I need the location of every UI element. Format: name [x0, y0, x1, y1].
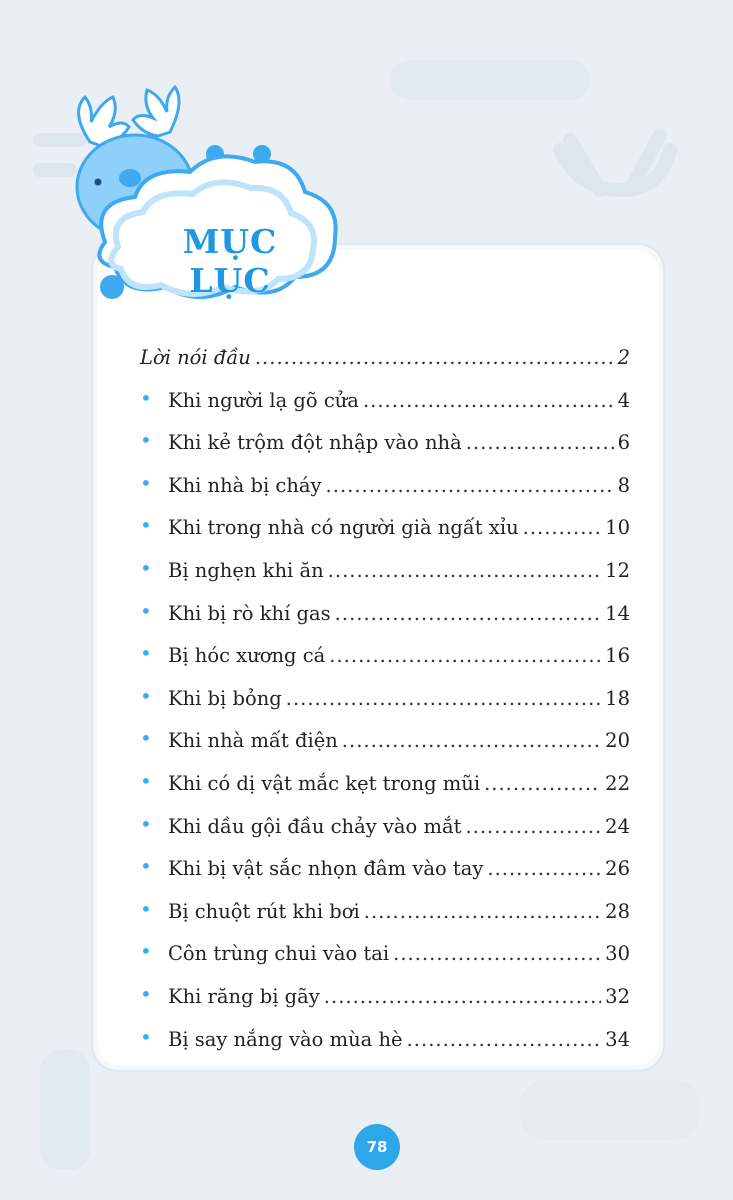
toc-entry-page: 26 — [605, 857, 630, 881]
toc-entry-label: Bị chuột rút khi bơi — [168, 899, 360, 923]
toc-entry-label: Khi nhà mất điện — [168, 729, 338, 753]
toc-entry[interactable] — [140, 683, 630, 730]
toc-entry-label: Khi bị bỏng — [168, 686, 282, 710]
toc-entry[interactable] — [140, 513, 630, 559]
toc-entry-page: 28 — [605, 899, 630, 923]
leader-dots — [484, 772, 601, 795]
toc-entry-intro[interactable] — [140, 346, 630, 389]
toc-entry[interactable] — [140, 811, 630, 858]
toc-entry-page: 6 — [617, 431, 630, 455]
toc-entry[interactable] — [140, 385, 630, 432]
bullet-icon: • — [140, 896, 152, 921]
bullet-icon: • — [140, 1024, 152, 1049]
toc-entry-label: Khi bị rò khí gas — [168, 601, 331, 625]
toc-entry[interactable] — [140, 854, 630, 900]
bullet-icon: • — [140, 811, 152, 836]
toc-entry-label: Khi kẻ trộm đột nhập vào nhà — [168, 431, 462, 455]
toc-entry-page: 12 — [605, 558, 630, 582]
toc-entry[interactable] — [140, 641, 630, 687]
bullet-icon: • — [140, 981, 152, 1006]
toc-entry[interactable] — [140, 555, 630, 602]
toc-entry-page: 18 — [605, 686, 630, 710]
toc-entry-page: 30 — [605, 942, 630, 966]
toc-entry-page: 24 — [605, 814, 630, 838]
toc-entry-label: Khi có dị vật mắc kẹt trong mũi — [168, 771, 481, 795]
leader-dots — [363, 389, 614, 412]
leader-dots — [342, 729, 601, 752]
bullet-icon: • — [140, 555, 152, 580]
toc-entry-page: 4 — [617, 388, 630, 412]
toc-entry[interactable] — [140, 981, 630, 1028]
page-title: MỤC LỤC — [182, 222, 278, 300]
bullet-icon: • — [140, 683, 152, 708]
bullet-icon: • — [140, 470, 152, 495]
toc-entry[interactable] — [140, 428, 630, 474]
leader-dots — [326, 474, 614, 497]
toc-entry-label: Bị say nắng vào mùa hè — [168, 1027, 403, 1051]
leader-dots — [335, 602, 602, 625]
toc-entry[interactable] — [140, 896, 630, 943]
bullet-icon: • — [140, 428, 152, 453]
page-number-badge: 78 — [354, 1124, 400, 1170]
bullet-icon: • — [140, 598, 152, 623]
leader-dots — [328, 559, 602, 582]
leader-dots — [286, 687, 601, 710]
toc-entry-label: Khi nhà bị cháy — [168, 473, 322, 497]
toc-entry-page: 20 — [605, 729, 630, 753]
toc-entry-page: 34 — [605, 1027, 630, 1051]
leader-dots — [329, 644, 601, 667]
leader-dots — [255, 346, 614, 369]
bullet-icon: • — [140, 854, 152, 879]
toc-entry-page: 32 — [605, 984, 630, 1008]
toc-entry-label: Khi răng bị gãy — [168, 984, 320, 1008]
leader-dots — [466, 431, 614, 454]
toc-entry-page: 16 — [605, 644, 630, 668]
table-of-contents — [140, 346, 630, 1070]
toc-entry-label: Khi dầu gội đầu chảy vào mắt — [168, 814, 462, 838]
toc-entry[interactable] — [140, 598, 630, 645]
toc-entry[interactable] — [140, 726, 630, 772]
toc-entry-page: 10 — [605, 516, 630, 540]
toc-entry-label: Khi trong nhà có người già ngất xỉu — [168, 516, 519, 540]
toc-entry[interactable] — [140, 939, 630, 985]
toc-entry-page: 14 — [605, 601, 630, 625]
toc-entry-label: Khi bị vật sắc nhọn đâm vào tay — [168, 857, 484, 881]
toc-entry[interactable] — [140, 1024, 630, 1071]
leader-dots — [324, 985, 601, 1008]
bullet-icon: • — [140, 385, 152, 410]
leader-dots — [393, 942, 601, 965]
bullet-icon: • — [140, 513, 152, 538]
bullet-icon: • — [140, 726, 152, 751]
leader-dots — [407, 1028, 602, 1051]
toc-entry-label: Khi người lạ gõ cửa — [168, 388, 359, 412]
toc-entry-label: Bị hóc xương cá — [168, 644, 326, 668]
toc-entry-page: 8 — [617, 473, 630, 497]
toc-entry-label: Lời nói đầu — [140, 346, 251, 369]
toc-entry-page: 22 — [605, 771, 630, 795]
toc-entry[interactable] — [140, 470, 630, 517]
leader-dots — [523, 516, 602, 539]
toc-entry-label: Bị nghẹn khi ăn — [168, 558, 324, 582]
bullet-icon: • — [140, 641, 152, 666]
leader-dots — [487, 857, 601, 880]
toc-entry-page: 2 — [617, 346, 630, 369]
leader-dots — [465, 815, 601, 838]
toc-entry-label: Côn trùng chui vào tai — [168, 942, 390, 966]
leader-dots — [364, 900, 601, 923]
toc-entry[interactable] — [140, 768, 630, 815]
bullet-icon: • — [140, 939, 152, 964]
bullet-icon: • — [140, 768, 152, 793]
